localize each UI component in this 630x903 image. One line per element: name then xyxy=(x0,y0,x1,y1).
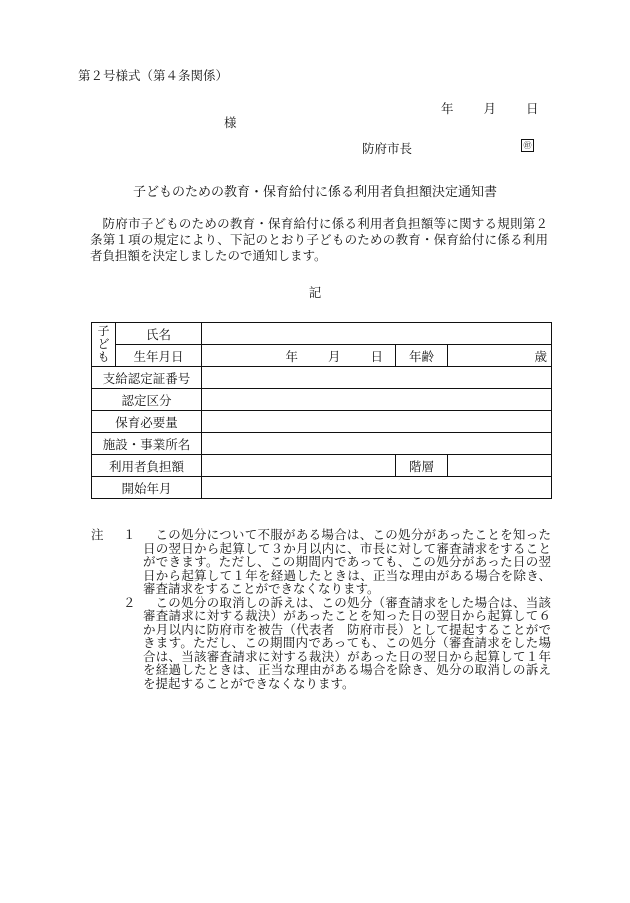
care-amount-label: 保育必要量 xyxy=(92,411,202,433)
facility-label: 施設・事業所名 xyxy=(92,433,202,455)
age-unit: 歳 xyxy=(534,348,547,364)
note-text: この処分の取消しの訴えは、この処分（審査請求をした場合は、当該審査請求に対する裁決）があったことを知った日の翌日から起算して６か月以内に防府市を被告（代表者 防府市長）として提起することができます。ただし、この期間内であっても、この処分（審査請求をした場合は、当該審査請求に対する裁決）があった日の翌日から起算して１年を経過したときは、正当な理由がある場合を除き、処分の取消しの訴えを提起することができなくなります。 xyxy=(143,594,551,691)
cert-number-value xyxy=(202,367,552,389)
start-label: 開始年月 xyxy=(92,477,202,499)
notes-section xyxy=(91,528,551,690)
table-row xyxy=(92,455,552,477)
name-label: 氏名 xyxy=(116,323,202,345)
dob-value xyxy=(202,345,396,367)
user-fee-value xyxy=(202,455,396,477)
age-label: 年齢 xyxy=(396,345,448,367)
tier-value xyxy=(448,455,552,477)
dob-day: 日 xyxy=(370,348,383,364)
seal-icon: ㊞ xyxy=(521,139,534,152)
date-month: 月 xyxy=(483,101,497,116)
table-row xyxy=(92,477,552,499)
issuer-mayor: 防府市長 xyxy=(362,141,413,156)
table-row xyxy=(92,389,552,411)
fee-decision-table xyxy=(91,322,552,499)
date-year: 年 xyxy=(441,101,454,116)
ki-marker: 記 xyxy=(308,285,322,300)
table-row xyxy=(92,345,552,367)
care-amount-value xyxy=(202,411,552,433)
note-item xyxy=(91,528,551,596)
cert-category-label: 認定区分 xyxy=(92,389,202,411)
dob-year: 年 xyxy=(285,348,298,364)
name-value xyxy=(202,323,552,345)
form-number: 第２号様式（第４条関係） xyxy=(78,68,229,83)
table-row xyxy=(92,367,552,389)
facility-value xyxy=(202,433,552,455)
tier-label: 階層 xyxy=(396,455,448,477)
dob-label: 生年月日 xyxy=(116,345,202,367)
date-line xyxy=(441,99,539,117)
user-fee-label: 利用者負担額 xyxy=(92,455,202,477)
table-row xyxy=(92,411,552,433)
cert-number-label: 支給認定証番号 xyxy=(92,367,202,389)
start-value xyxy=(202,477,552,499)
recipient-honorific: 様 xyxy=(224,115,237,130)
child-group-label: 子ども xyxy=(92,323,116,367)
note-number: １ xyxy=(123,527,136,542)
note-number: ２ xyxy=(123,594,136,610)
dob-month: 月 xyxy=(327,348,341,364)
cert-category-value xyxy=(202,389,552,411)
notes-head: 注 xyxy=(91,527,104,542)
body-paragraph: 防府市子どものための教育・保育給付に係る利用者負担額等に関する規則第２条第１項の規定により、下記のとおり子どものための教育・保育給付に係る利用者負担額を決定しましたので通知します。 xyxy=(90,216,548,263)
table-row xyxy=(92,433,552,455)
document-title: 子どものための教育・保育給付に係る利用者負担額決定通知書 xyxy=(132,185,497,200)
date-day: 日 xyxy=(526,101,539,116)
note-text: この処分について不服がある場合は、この処分があったことを知った日の翌日から起算して３か月以内に、市長に対して審査請求をすることができます。ただし、この期間内であっても、この処分があった日の翌日から起算して１年を経過したときは、正当な理由がある場合を除き、審査請求をすることができなくなります。 xyxy=(143,527,551,596)
age-value xyxy=(448,345,552,367)
table-row xyxy=(92,323,552,345)
note-item xyxy=(91,596,551,691)
